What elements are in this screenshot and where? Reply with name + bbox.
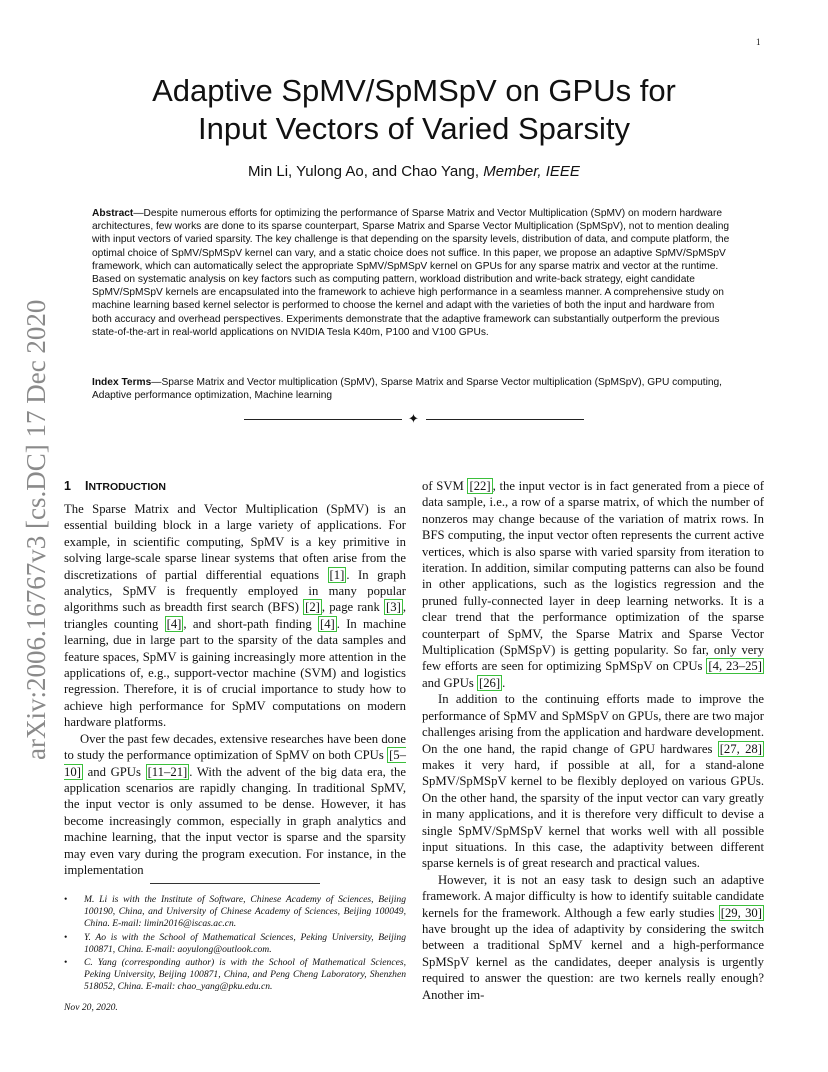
citation-link[interactable]: [2] bbox=[305, 600, 320, 615]
citation-link[interactable]: [11–21] bbox=[147, 764, 188, 779]
citation-link[interactable]: [4] bbox=[319, 616, 335, 631]
citation-link[interactable]: [4, 23–25] bbox=[708, 659, 763, 674]
paragraph: However, it is not an easy task to design such an adaptive framework. A major difficulty is how to identify suitable candidate kernels for the framework. Although a few early studies [29, 30] have brought up the idea of adaptivity by considering the switch between a traditional SpMV kernel and a high-performance SpMSpV kernel as the candidates, deeper analysis is urgently required to answer the question: are two kernels really enough? Another im- bbox=[422, 872, 764, 1002]
abstract-label: Abstract bbox=[92, 208, 134, 219]
separator-rule-right bbox=[426, 419, 584, 420]
paper-title bbox=[0, 72, 828, 148]
author-membership: Member, IEEE bbox=[483, 163, 580, 180]
index-terms bbox=[92, 376, 732, 402]
page-number: 1 bbox=[756, 37, 761, 47]
section-title-rest: NTRODUCTION bbox=[88, 481, 167, 493]
arxiv-identifier-stamp: arXiv:2006.16767v3 [cs.DC] 17 Dec 2020 bbox=[21, 299, 51, 760]
section-number: 1 bbox=[64, 479, 71, 493]
title-line-1: Adaptive SpMV/SpMSpV on GPUs for bbox=[152, 73, 676, 108]
separator-rule-left bbox=[244, 419, 402, 420]
bullet-icon: • bbox=[64, 931, 68, 943]
citation-link[interactable]: [29, 30] bbox=[720, 905, 762, 920]
section-heading-introduction bbox=[64, 478, 406, 495]
authors bbox=[0, 163, 828, 180]
bullet-icon: • bbox=[64, 957, 68, 969]
citation-link[interactable]: [1] bbox=[329, 567, 345, 582]
abstract bbox=[92, 207, 732, 339]
citation-link[interactable]: [27, 28] bbox=[719, 741, 762, 756]
title-line-2: Input Vectors of Varied Sparsity bbox=[198, 111, 630, 146]
footnote-item: • C. Yang (corresponding author) is with the School of Mathematical Sciences, Peking University, Beijing 100871, China, and Peng Cheng Laboratory, Shenzhen 518052, China. E-mail: chao_yang@pku.edu.cn. bbox=[64, 957, 406, 993]
index-terms-label: Index Terms bbox=[92, 377, 152, 388]
citation-link[interactable]: [5–10] bbox=[64, 748, 406, 779]
separator-diamond-icon: ✦ bbox=[408, 411, 419, 426]
left-column bbox=[64, 478, 406, 878]
right-column bbox=[422, 478, 764, 1003]
paragraph: Over the past few decades, extensive researches have been done to study the performance optimization of SpMV on both CPUs [5–10] and GPUs [11–21] . With the advent of the big data era, the application scenarios are rapidly changing. In traditional SpMV, the input vector is only assumed to be dense. However, it has become increasingly common, especially in graph analytics and machine learning, that the input vector is sparse and the sparsity may even vary during the program execution. For instance, in the implementation bbox=[64, 731, 406, 877]
citation-link[interactable]: [22] bbox=[469, 479, 491, 493]
author-names: Min Li, Yulong Ao, and Chao Yang, bbox=[248, 163, 484, 180]
submission-date: Nov 20, 2020. bbox=[64, 1001, 118, 1013]
bullet-icon: • bbox=[64, 894, 68, 905]
paragraph: In addition to the continuing efforts made to improve the performance of SpMV and SpMSpV on GPUs, there are two major challenges arising from the application and hardware development. On the one hand, the rapid change of GPU hardwares [27, 28] makes it very hard, if possible at all, for a stand-alone SpMV/SpMSpV kernel to be flexibly deployed on various GPUs. On the other hand, the sparsity of the input vector can vary greatly in many applications, and it is therefore very difficult to devise a single SpMV/SpMSpV kernel that works well with all possible input situations. In this case, the adaptivity between different sparse kernels is of great research and practical values. bbox=[422, 692, 764, 871]
paragraph: of SVM [22] , the input vector is in fact generated from a piece of data sample, i.e., a row of a sparse matrix, of which the number of nonzeros may change because of the variation of matrix rows. In BFS computing, the input vector often represents the current active vertices, which is also sparse with varied sparsity from iteration to iteration. In addition, similar computing patterns can also be found in other applications, such as the logistics regression and the pruned fully-connected layer in deep learning networks. It is a clear trend that the performance optimization of the sparse counterpart of SpMV, the Sparse Matrix and Sparse Vector Multiplication (SpMSpV) is getting popularity. So far, only very few efforts are seen for optimizing SpMSpV on CPUs [4, 23–25] and GPUs [26] . bbox=[422, 479, 764, 690]
citation-link[interactable]: [4] bbox=[166, 616, 182, 631]
footnote-item: • M. Li is with the Institute of Software, Chinese Academy of Sciences, Beijing 100190, China, and University of Chinese Academy of Sciences, Beijing 100049, China. E-mail: limin2016@iscas.ac.cn. bbox=[64, 894, 406, 930]
footnotes bbox=[64, 894, 406, 1014]
citation-link[interactable]: [26] bbox=[478, 675, 501, 690]
footnote-rule bbox=[150, 883, 320, 884]
index-terms-text: —Sparse Matrix and Vector multiplication (SpMV), Sparse Matrix and Sparse Vector multiplication (SpMSpV), GPU computing, Adaptive performance optimization, Machine learning bbox=[92, 377, 722, 402]
section-separator bbox=[244, 411, 584, 426]
section-title-initial: I bbox=[84, 479, 89, 493]
citation-link[interactable]: [3] bbox=[386, 600, 401, 615]
paragraph: The Sparse Matrix and Vector Multiplication (SpMV) is an essential building block in a large variety of applications. For example, in scientific computing, SpMV is a key primitive in solving large-scale sparse linear systems that often arise from the discretizations of partial differential equations [1] . In graph analytics, SpMV is frequently employed in many popular algorithms such as breadth first search (BFS) [2] , page rank [3] , triangles counting [4] , and short-path finding [4] . In machine learning, due in large part to the sparsity of the data samples and feature spaces, SpMV is gaining increasingly more attention in the applications of, e.g., support-vector machine (SVM) and logistics regression. Therefore, it is of crucial importance to study how to achieve high performance for SpMV computations on modern hardware platforms. bbox=[64, 502, 406, 730]
abstract-text: —Despite numerous efforts for optimizing the performance of Sparse Matrix and Vector Multiplication (SpMV) on modern hardware architectures, few works are done to its sparse counterpart, Sparse Matrix and Sparse Vector Multiplication (SpMSpV), not to mention dealing with input vectors of varied sparsity. The key challenge is that depending on the sparsity levels, distribution of data, and compute platform, the optimal choice of SpMV/SpMSpV kernel can vary, and a static choice does not suffice. In this paper, we propose an adaptive SpMV/SpMSpV framework, which can automatically select the appropriate SpMV/SpMSpV kernel on GPUs for any sparse matrix and vector at the runtime. Based on systematic analysis on key factors such as computing pattern, workload distribution and write-back strategy, eight candidate SpMV/SpMSpV kernels are encapsulated into the framework to achieve high performance in a seamless manner. A comprehensive study on machine learning based kernel selector is performed to choose the kernel and adapt with the varieties of both the input and hardware from both accuracy and overhead perspectives. Experiments demonstrate that the adaptive framework can substantially outperform the previous state-of-the-art in real-world applications on NVIDIA Tesla K40m, P100 and V100 GPUs. bbox=[92, 208, 730, 338]
footnote-item: • Y. Ao is with the School of Mathematical Sciences, Peking University, Beijing 100871, China. E-mail: aoyulong@outlook.com. bbox=[64, 931, 406, 955]
